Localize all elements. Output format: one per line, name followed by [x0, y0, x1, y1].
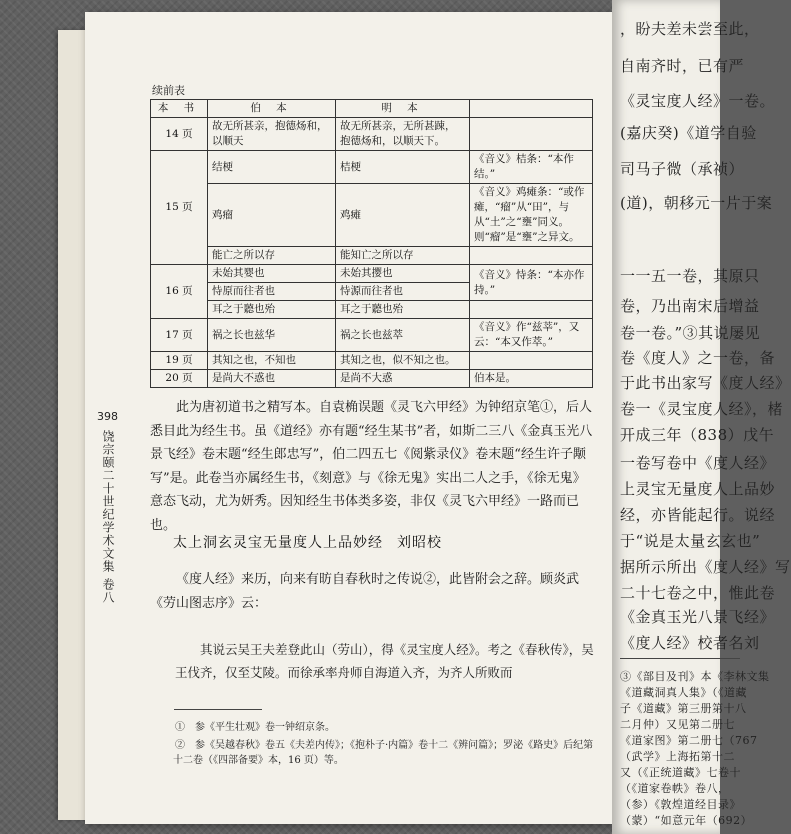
book-right-page [612, 0, 791, 834]
facing-page-footnote: （蒙）“如意元年（692） [620, 814, 753, 827]
cell-note: 《音义》桔条：“本作结。” [470, 151, 593, 184]
facing-page-line: 二十七卷之中，惟此卷 [620, 584, 776, 602]
cell-note: 《音义》恃条：“本亦作持。” [470, 265, 593, 301]
footnote-divider [174, 709, 262, 710]
cell-note [470, 301, 593, 319]
cell-bo: 耳之于聽也殆 [208, 301, 336, 319]
header-ming-edition: 明 本 [336, 100, 470, 118]
facing-page-footnote: （武学》上海拓第十二 [620, 750, 735, 763]
cell-note: 伯本是。 [470, 370, 593, 388]
facing-page-footnote-divider [620, 658, 740, 659]
facing-page-line: 《金真玉光八景飞经》 [620, 608, 776, 626]
facing-page-line: ，盼夫差未尝至此， [620, 20, 760, 38]
cell-page: 17 页 [151, 319, 208, 352]
header-bo-edition: 伯 本 [208, 100, 336, 118]
facing-page-line: 卷一《灵宝度人经》，楮 [620, 400, 784, 418]
footnote-2 [175, 738, 595, 768]
cell-note [470, 118, 593, 151]
cell-note: 《音义》作“兹莘”，又云：“本又作萃。” [470, 319, 593, 352]
facing-page-line: 于此书出家写《度人经》 [620, 374, 791, 392]
cell-ming: 故无所甚亲，无所甚踈，抱德炀和，以顺天下。 [336, 118, 470, 151]
cell-note [470, 247, 593, 265]
facing-page-line: 司马子微（承祯） [620, 160, 745, 178]
table-row [151, 151, 593, 184]
table-row [151, 118, 593, 151]
cell-bo: 是尚大不惑也 [208, 370, 336, 388]
cell-ming: 是尚不大惑 [336, 370, 470, 388]
facing-page-footnote: ③《部目及刊》本《李林文集 [620, 670, 770, 683]
table-row [151, 319, 593, 352]
facing-page-footnote: 又（《正统道藏》七卷十 [620, 766, 741, 779]
facing-page-line: 上灵宝无量度人上品妙 [620, 480, 776, 498]
cell-bo: 祸之长也兹华 [208, 319, 336, 352]
facing-page-line: 《度人经》校者名刘 [620, 634, 760, 652]
cell-note: 《音义》鸡瘫条：“或作瘫，“瘤”从“田”，与从“土”之“壅”同义。则“瘤”是“壅”之异文。 [470, 184, 593, 247]
table-row [151, 184, 593, 247]
facing-page-line: 经，亦皆能起行。说经 [620, 506, 776, 524]
facing-page-line: (道)，朝移元一片于案 [620, 194, 773, 212]
cell-page: 19 页 [151, 352, 208, 370]
section-heading-editor: 刘昭校 [397, 535, 442, 551]
cell-page: 14 页 [151, 118, 208, 151]
facing-page-footnote: 《道家图》第二册七（767 [620, 734, 758, 747]
cell-ming: 鸡瘫 [336, 184, 470, 247]
footnote-2-line-2: 十二卷（《四部备要》本，16 页）等。 [173, 755, 344, 766]
block-quote: 其说云吴王夫差登此山（劳山），得《灵宝度人经》。考之《春秋传》，吴王伐齐，仅至艾陵。而徐承率舟师自海道入齐，为齐人所败而 [175, 642, 594, 680]
table-row [151, 370, 593, 388]
facing-page-line: 卷，乃出南宋后增益 [620, 297, 760, 315]
cell-ming: 能知亡之所以存 [336, 247, 470, 265]
facing-page-line: 据所示所出《度人经》写 [620, 558, 791, 576]
facing-page-line: 卷《度人》之一卷，备 [620, 349, 776, 367]
cell-page: 16 页 [151, 265, 208, 319]
cell-bo: 其知之也，不知也 [208, 352, 336, 370]
body-paragraph-2: 《度人经》来历，向来有昉自春秋时之传说②，此皆附会之辞。顾炎武《劳山图志序》云： [150, 572, 580, 611]
cell-bo: 鸡瘤 [208, 184, 336, 247]
header-notes [470, 100, 593, 118]
facing-page-line: 一一五一卷，其原只 [620, 267, 760, 285]
cell-bo: 故无所甚亲，抱德炀和，以顺天 [208, 118, 336, 151]
facing-page-line: 于“说是太量玄玄也” [620, 532, 761, 550]
cell-bo: 能亡之所以存 [208, 247, 336, 265]
facing-page-line: 《灵宝度人经》一卷。 [620, 92, 776, 110]
cell-bo: 未始其婴也 [208, 265, 336, 283]
facing-page-line: 开成三年（838）戊午 [620, 426, 775, 444]
cell-bo: 恃原而往者也 [208, 283, 336, 301]
facing-page-footnote: 二月仲）又见第二册七 [620, 718, 735, 731]
facing-page-footnote: 子《道藏》第三册第十八 [620, 702, 747, 715]
table-row [151, 247, 593, 265]
facing-page-footnote: 《道藏洞真人集》（《道藏 [620, 686, 747, 699]
facing-page-line: (嘉庆癸)《道学自验 [620, 124, 757, 142]
cell-ming: 恃源而往者也 [336, 283, 470, 301]
body-paragraph-1: 此为唐初道书之精写本。自袁桷误题《灵飞六甲经》为钟绍京笔①，后人悉目此为经生书。虽《道经》亦有题“经生某书”者，如斯二三八《金真玉光八景飞经》卷末题“经生郎忠写”，伯二四五七《阅紫录仪》卷末题“经生许子颙写”是。此卷当亦属经生书，《刻意》与《徐无鬼》实出二人之手，《徐无鬼》意态飞动，尤为妍秀。因知经生书体类多姿，非仅《灵飞六甲经》一路而已也。 [150, 400, 593, 533]
cell-note [470, 352, 593, 370]
table-row [151, 301, 593, 319]
cell-page: 20 页 [151, 370, 208, 388]
facing-page-line: 一卷写卷中《度人经》 [620, 454, 776, 472]
footnote-1: ① 参《平生壮观》卷一钟绍京条。 [175, 722, 335, 733]
cell-page: 15 页 [151, 151, 208, 265]
page-number: 398 [97, 410, 118, 423]
cell-ming: 未始其撄也 [336, 265, 470, 283]
facing-page-line: 卷一卷。”③其说屡见 [620, 324, 761, 342]
facing-page-line: 自南齐时，已有严 [620, 57, 745, 75]
table-row [151, 352, 593, 370]
variant-readings-table [150, 99, 593, 388]
footnote-2-line-1: ② 参《吴越春秋》卷五《夫差内传》；《抱朴子·内篇》卷十二《辨问篇》；罗泌《路史》后纪第 [175, 740, 594, 751]
cell-bo: 结梗 [208, 151, 336, 184]
header-this-book: 本 书 [151, 100, 208, 118]
cell-ming: 耳之于聽也殆 [336, 301, 470, 319]
running-title: 饶宗颐二十世纪学术文集 卷八 [101, 430, 115, 604]
continued-table-label: 续前表 [152, 84, 185, 97]
section-heading [173, 532, 442, 552]
facing-page-footnote: （《道家卷帙》卷八， [620, 782, 730, 795]
cell-ming: 祸之长也兹萃 [336, 319, 470, 352]
section-heading-title: 太上洞玄灵宝无量度人上品妙经 [173, 535, 383, 551]
cell-ming: 其知之也，似不知之也。 [336, 352, 470, 370]
facing-page-footnote: （参）《敦煌道经目录》 [620, 798, 741, 811]
cell-ming: 桔梗 [336, 151, 470, 184]
table-row [151, 265, 593, 283]
table-header-row [151, 100, 593, 118]
